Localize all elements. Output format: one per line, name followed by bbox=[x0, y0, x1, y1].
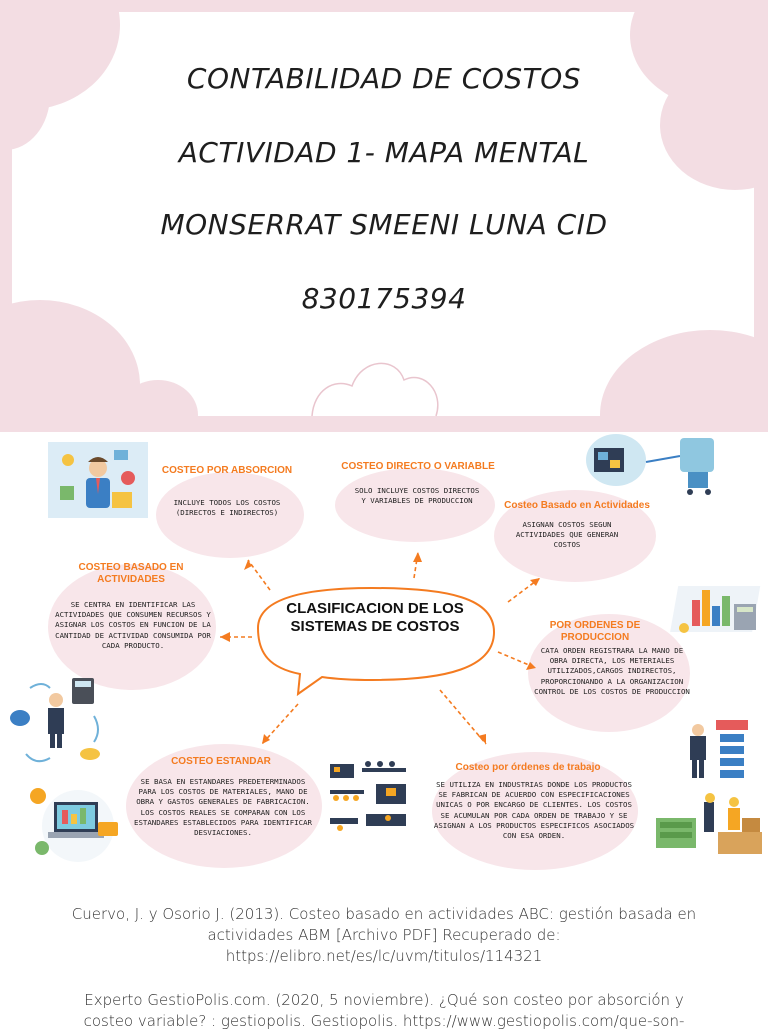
node-title-trabajo: Costeo por órdenes de trabajo bbox=[455, 762, 601, 773]
node-body-trabajo: SE UTILIZA EN INDUSTRIAS DONDE LOS PRODUCTOS SE FABRICAN DE ACUERDO CON ESPECIFICACIONES UNICAS O POR ENCARGO DE CLIENTES. LOS COSTOS SE ACUMULAN POR CADA ORDEN DE TRABAJO Y SE ASIGNAN A LOS PRODUCTOS ESPECIFICOS ASOCIADOS CON ESA ORDEN. bbox=[433, 780, 635, 841]
mind-map bbox=[0, 432, 768, 870]
warehouse-workers-illustration bbox=[652, 788, 764, 858]
node-body-absorcion: INCLUYE TODOS LOS COSTOS (DIRECTOS E INDIRECTOS) bbox=[173, 498, 281, 518]
node-title-absorcion: COSTEO POR ABSORCION bbox=[161, 465, 293, 476]
node-body-estandar: SE BASA EN ESTANDARES PREDETERMINADOS PARA LOS COSTOS DE MATERIALES, MANO DE OBRA Y GASTOS GENERALES DE FABRICACION. LOS COSTOS REALES SE COMPARAN CON LOS ESTANDARES ESTABLECIDOS PARA IDENTIFICAR DESVIACIONES. bbox=[134, 777, 312, 838]
student-id: 830175394 bbox=[301, 282, 467, 315]
node-title-estandar: COSTEO ESTANDAR bbox=[171, 756, 271, 767]
swirl-outline-icon bbox=[300, 350, 450, 430]
student-name: MONSERRAT SMEENI LUNA CID bbox=[160, 208, 608, 241]
node-title-directo: COSTEO DIRECTO O VARIABLE bbox=[341, 461, 495, 472]
person-shelves-illustration bbox=[676, 714, 762, 786]
bar-chart-calculator-illustration bbox=[670, 576, 766, 636]
center-title: CLASIFICACION DE LOS SISTEMAS DE COSTOS bbox=[286, 600, 464, 635]
node-body-abc: ASIGNAN COSTOS SEGUN ACTIVIDADES QUE GENERAN COSTOS bbox=[515, 520, 619, 550]
references-section bbox=[0, 870, 768, 1030]
node-body-basado: SE CENTRA EN IDENTIFICAR LAS ACTIVIDADES QUE CONSUMEN RECURSOS Y ASIGNAR LOS COSTOS EN FUNCION DE LA CANTIDAD DE ACTIVIDAD CONSUMIDA POR CADA PRODUCTO. bbox=[55, 600, 211, 650]
node-title-abc: Costeo Basado en Actividades bbox=[504, 500, 650, 511]
node-body-directo: SOLO INCLUYE COSTOS DIRECTOS Y VARIABLES DE PRODUCCION bbox=[354, 486, 480, 506]
laptop-coins-illustration bbox=[24, 782, 128, 866]
business-cycle-illustration bbox=[6, 674, 106, 778]
node-body-ordenes: CATA ORDEN REGISTRARA LA MANO DE OBRA DIRECTA, LOS METERIALES UTILIZADOS,CARGOS INDIRECTOS, PROPORCIONANDO A LA ORGANIZACION CONTROL DE LOS COSTOS DE PRODUCCION bbox=[534, 646, 690, 696]
reference-2: Experto GestioPolis.com. (2020, 5 noviembre). ¿Qué son costeo por absorción y costeo variable? : gestiopolis. Gestiopolis. https://www.gestiopolis.com/que-son- bbox=[83, 991, 685, 1030]
production-machine-illustration bbox=[584, 432, 728, 496]
cover-section bbox=[0, 0, 768, 432]
course-title: CONTABILIDAD DE COSTOS bbox=[186, 62, 582, 95]
node-title-ordenes: POR ORDENES DE PRODUCCION bbox=[549, 620, 641, 643]
factory-process-illustration bbox=[326, 758, 412, 838]
businessman-finance-illustration bbox=[48, 442, 148, 518]
reference-1: Cuervo, J. y Osorio J. (2013). Costeo basado en actividades ABC: gestión basada en actividades ABM [Archivo PDF] Recuperado de: https://elibro.net/es/lc/uvm/titulos/114321 bbox=[71, 905, 697, 965]
activity-title: ACTIVIDAD 1- MAPA MENTAL bbox=[178, 136, 590, 169]
node-title-basado: COSTEO BASADO EN ACTIVIDADES bbox=[78, 562, 184, 585]
